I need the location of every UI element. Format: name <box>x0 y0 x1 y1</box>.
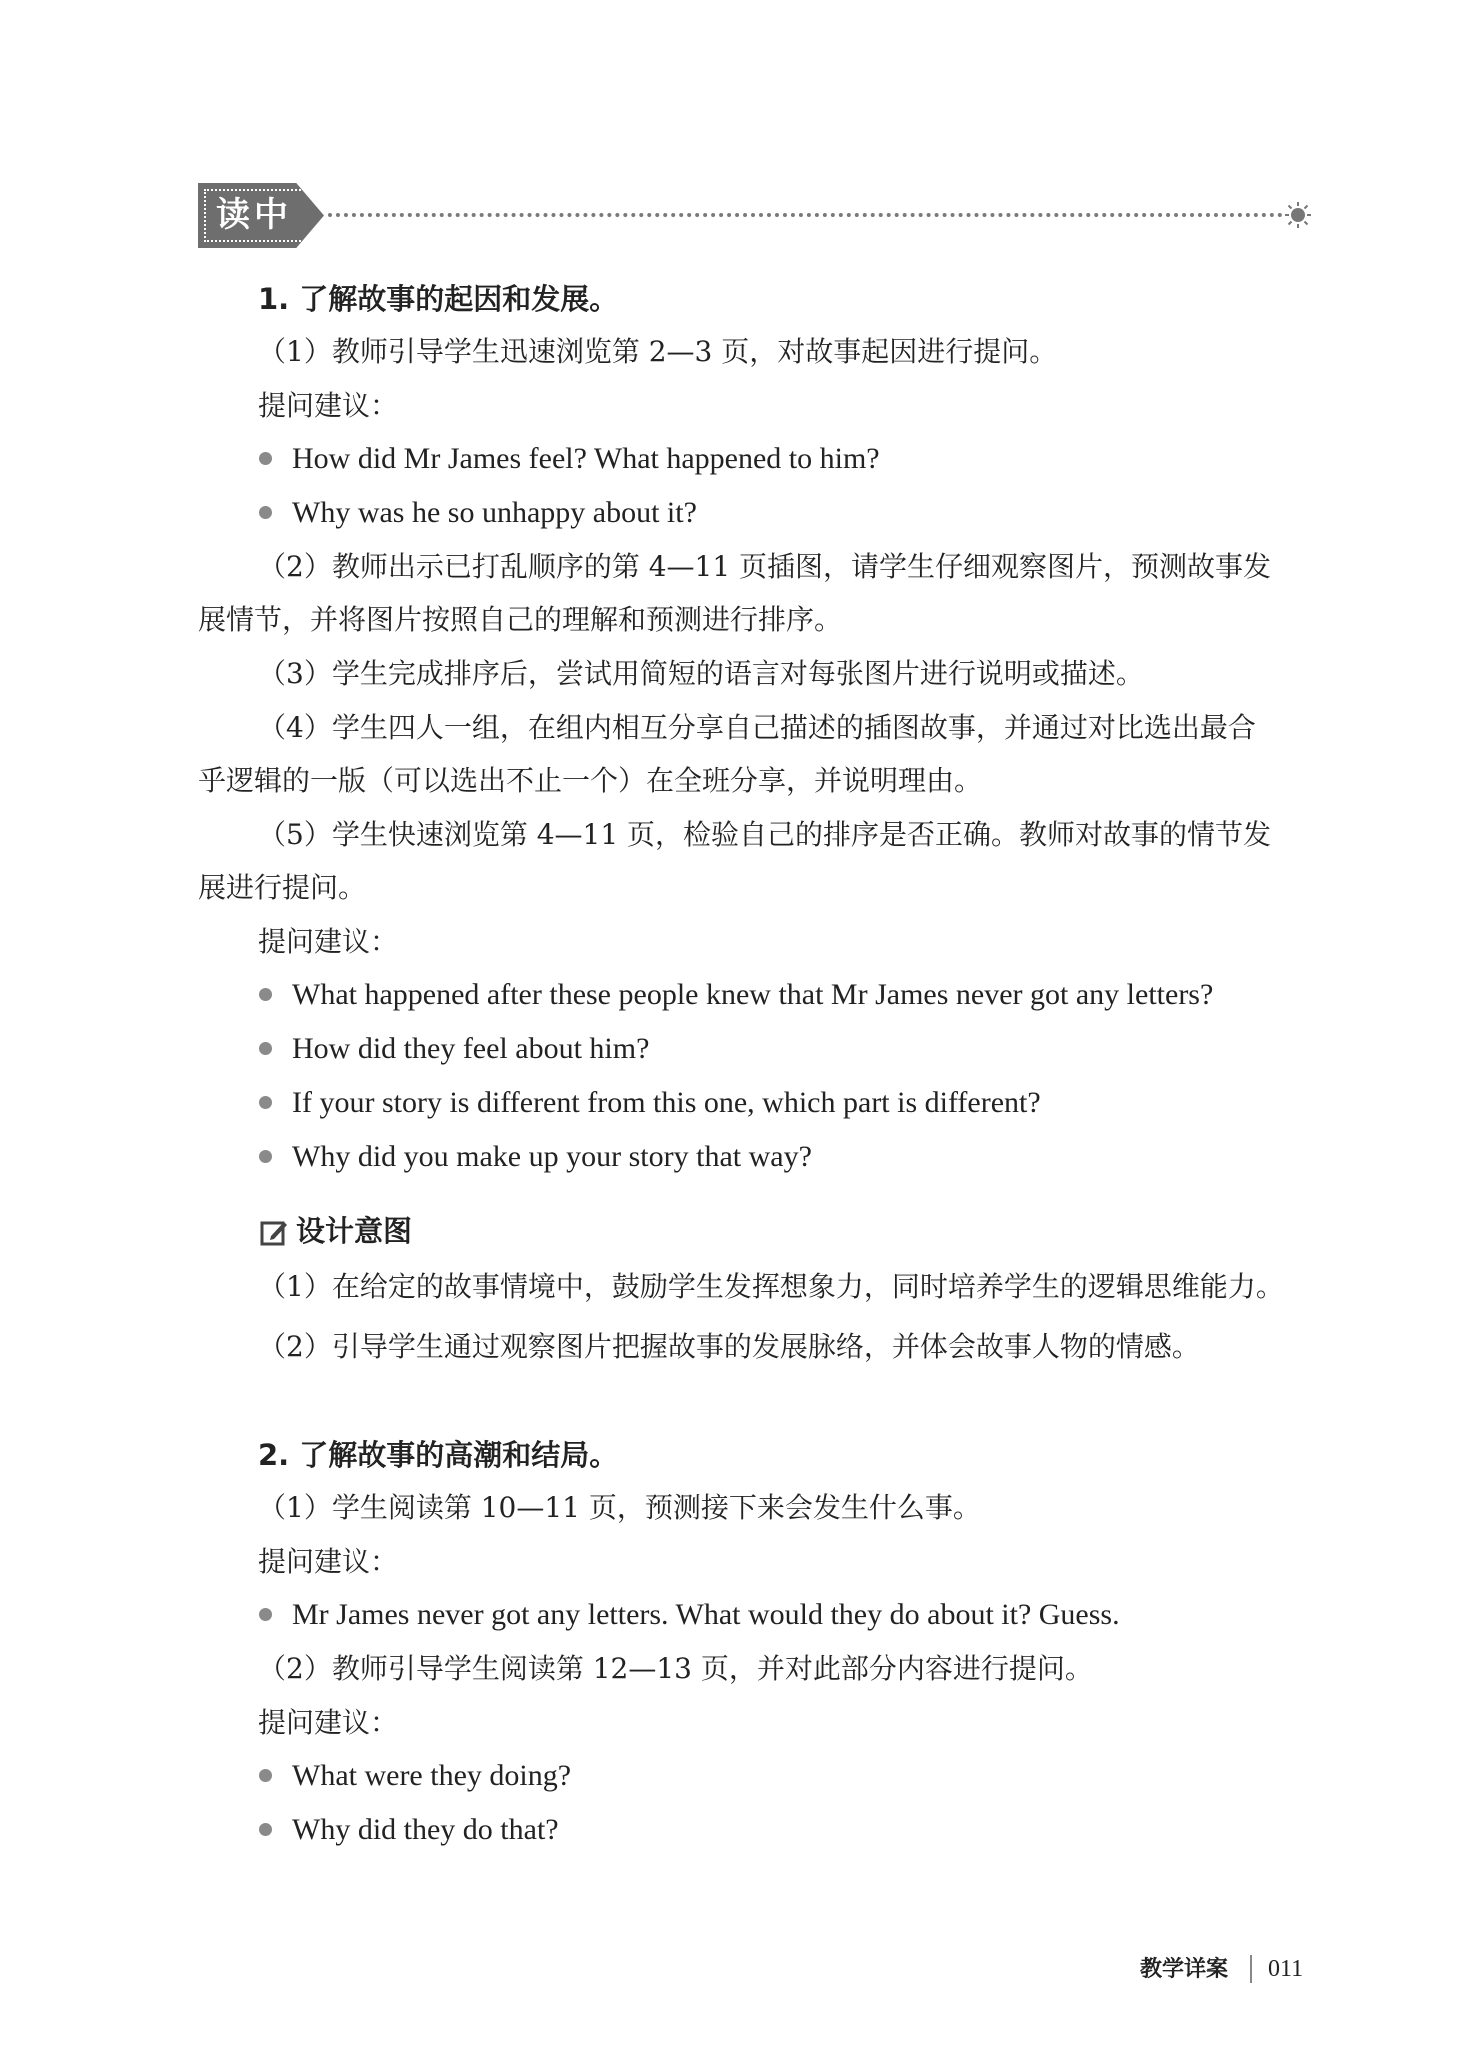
question-item: How did Mr James feel? What happened to him? <box>292 442 880 475</box>
part1-step3: （3）学生完成排序后，尝试用简短的语言对每张图片进行说明或描述。 <box>258 657 1144 690</box>
section-dotted-rule <box>328 213 1283 217</box>
sun-ornament-icon <box>1284 201 1312 229</box>
part1-step2-line2: 展情节，并将图片按照自己的理解和预测进行排序。 <box>198 603 843 636</box>
page-number: 011 <box>1268 1956 1304 1982</box>
bullet-icon <box>259 1042 272 1055</box>
part1-step1: （1）教师引导学生迅速浏览第 2—3 页，对故事起因进行提问。 <box>258 335 1058 368</box>
bullet-icon <box>259 988 272 1001</box>
bullet-icon <box>259 1096 272 1109</box>
section-title: 读中 <box>216 195 292 235</box>
pencil-edit-icon <box>260 1218 288 1246</box>
part1-step5-line2: 展进行提问。 <box>198 871 367 904</box>
question-item: Mr James never got any letters. What would they do about it? Guess. <box>292 1598 1120 1631</box>
bullet-icon <box>259 1823 272 1836</box>
question-item: Why did you make up your story that way? <box>292 1140 812 1173</box>
part1-heading: 1. 了解故事的起因和发展。 <box>258 282 619 316</box>
design-intent-title: 设计意图 <box>296 1214 413 1248</box>
question-item: What happened after these people knew that Mr James never got any letters? <box>292 978 1214 1011</box>
part1-step4-line1: （4）学生四人一组，在组内相互分享自己描述的插图故事，并通过对比选出最合 <box>258 711 1256 744</box>
question-item: What were they doing? <box>292 1759 572 1792</box>
bullet-icon <box>259 1150 272 1163</box>
part1-step2-line1: （2）教师出示已打乱顺序的第 4—11 页插图，请学生仔细观察图片，预测故事发 <box>258 550 1272 583</box>
bullet-icon <box>259 1608 272 1621</box>
suggest-label: 提问建议： <box>258 925 399 958</box>
suggest-label: 提问建议： <box>258 389 399 422</box>
question-item: Why was he so unhappy about it? <box>292 496 697 529</box>
part1-step4-line2: 乎逻辑的一版（可以选出不止一个）在全班分享，并说明理由。 <box>198 764 983 797</box>
question-item: If your story is different from this one, which part is different? <box>292 1086 1041 1119</box>
question-item: Why did they do that? <box>292 1813 559 1846</box>
suggest-label: 提问建议： <box>258 1706 399 1739</box>
bullet-icon <box>259 506 272 519</box>
part2-heading: 2. 了解故事的高潮和结局。 <box>258 1438 619 1472</box>
part2-step1: （1）学生阅读第 10—11 页，预测接下来会发生什么事。 <box>258 1491 981 1524</box>
part1-step5-line1: （5）学生快速浏览第 4—11 页，检验自己的排序是否正确。教师对故事的情节发 <box>258 818 1272 851</box>
section-header <box>198 183 1316 248</box>
bullet-icon <box>259 1769 272 1782</box>
footer-label: 教学详案 <box>1140 1957 1229 1982</box>
bullet-icon <box>259 452 272 465</box>
design-intent-item: （2）引导学生通过观察图片把握故事的发展脉络，并体会故事人物的情感。 <box>258 1330 1200 1363</box>
footer-separator <box>1250 1955 1252 1983</box>
suggest-label: 提问建议： <box>258 1545 399 1578</box>
question-item: How did they feel about him? <box>292 1032 650 1065</box>
part2-step2: （2）教师引导学生阅读第 12—13 页，并对此部分内容进行提问。 <box>258 1652 1093 1685</box>
design-intent-item: （1）在给定的故事情境中，鼓励学生发挥想象力，同时培养学生的逻辑思维能力。 <box>258 1270 1284 1303</box>
